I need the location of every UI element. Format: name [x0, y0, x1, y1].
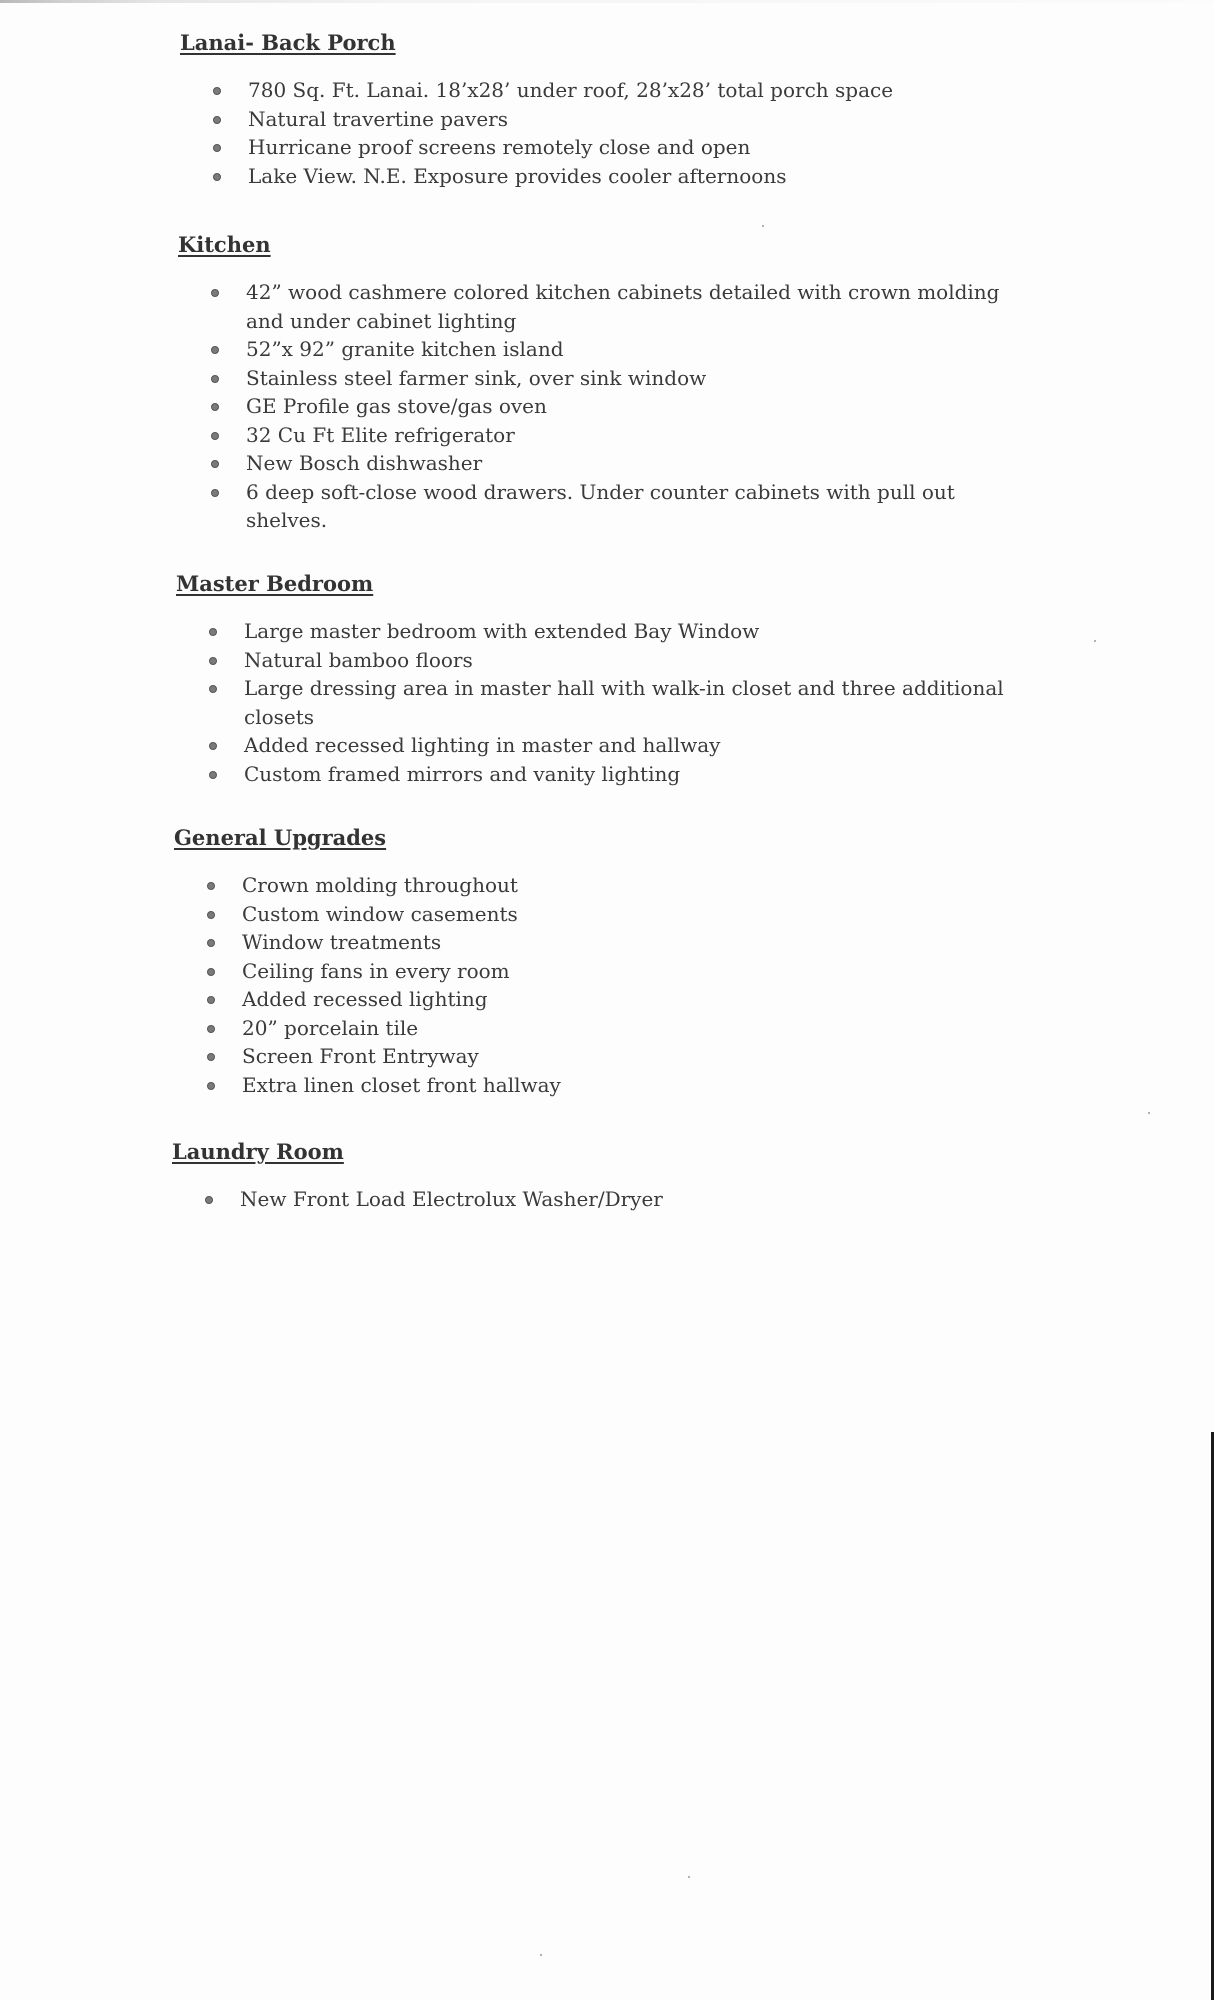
section-lanai-back-porch	[180, 30, 1080, 190]
bullet-icon	[213, 116, 221, 124]
list-item	[176, 760, 1076, 789]
bullet-icon	[209, 628, 217, 636]
bullet-list	[180, 76, 1080, 190]
list-item-text: Large master bedroom with extended Bay Window	[244, 619, 760, 643]
list-item	[174, 985, 1074, 1014]
list-item-text: Window treatments	[242, 930, 442, 954]
list-item	[174, 1042, 1074, 1071]
bullet-icon	[207, 996, 215, 1004]
bullet-icon	[211, 432, 219, 440]
bullet-icon	[209, 657, 217, 665]
list-item-text: Hurricane proof screens remotely close and open	[248, 135, 751, 159]
list-item	[174, 1071, 1074, 1100]
bullet-icon	[209, 771, 217, 779]
scan-speck	[1148, 1112, 1150, 1114]
bullet-icon	[211, 375, 219, 383]
bullet-icon	[209, 742, 217, 750]
list-item	[176, 646, 1076, 675]
list-item-text: Crown molding throughout	[242, 873, 518, 897]
section-heading: General Upgrades	[174, 825, 387, 850]
list-item	[180, 105, 1080, 134]
list-item	[180, 162, 1080, 191]
bullet-icon	[209, 685, 217, 693]
section-master-bedroom	[176, 571, 1076, 788]
list-item-text: Extra linen closet front hallway	[242, 1072, 561, 1097]
bullet-list	[174, 871, 1074, 1099]
list-item-text: Natural travertine pavers	[248, 106, 508, 131]
section-laundry-room	[172, 1139, 1072, 1214]
bullet-list	[178, 278, 1078, 535]
scan-speck	[540, 1954, 542, 1956]
list-item	[178, 335, 1078, 364]
scan-speck	[762, 225, 764, 227]
list-item-text: 20” porcelain tile	[242, 1015, 419, 1040]
list-item	[178, 278, 1078, 335]
list-item	[178, 449, 1078, 478]
bullet-icon	[205, 1196, 213, 1204]
bullet-icon	[211, 489, 219, 497]
list-item-text: Screen Front Entryway	[242, 1044, 479, 1068]
section-heading: Lanai- Back Porch	[180, 30, 396, 55]
list-item-text: 6 deep soft-close wood drawers. Under counter cabinets with pull out shelves.	[246, 479, 955, 532]
bullet-list	[176, 617, 1076, 788]
bullet-icon	[213, 173, 221, 181]
bullet-icon	[213, 87, 221, 95]
list-item-text: New Front Load Electrolux Washer/Dryer	[240, 1187, 663, 1211]
bullet-icon	[207, 968, 215, 976]
list-item-text: 32 Cu Ft Elite refrigerator	[246, 422, 515, 447]
bullet-list	[172, 1185, 1072, 1214]
list-item-text: Natural bamboo floors	[244, 647, 473, 672]
list-item-text: Ceiling fans in every room	[242, 958, 510, 983]
bullet-icon	[207, 1053, 215, 1061]
bullet-icon	[207, 1025, 215, 1033]
bullet-icon	[211, 403, 219, 411]
list-item-text: New Bosch dishwasher	[246, 451, 483, 475]
list-item	[174, 871, 1074, 900]
list-item	[180, 76, 1080, 105]
list-item	[178, 364, 1078, 393]
scan-speck	[1094, 640, 1096, 642]
list-item-text: Custom framed mirrors and vanity lighting	[244, 761, 681, 786]
list-item	[178, 478, 1078, 535]
scan-speck	[688, 1876, 690, 1878]
list-item	[180, 133, 1080, 162]
list-item	[176, 674, 1076, 731]
list-item-text: 52”x 92” granite kitchen island	[246, 337, 564, 361]
bullet-icon	[207, 882, 215, 890]
section-heading: Kitchen	[178, 232, 271, 257]
list-item-text: Added recessed lighting in master and hallway	[244, 733, 721, 757]
list-item	[174, 928, 1074, 957]
bullet-icon	[207, 1082, 215, 1090]
list-item-text: Lake View. N.E. Exposure provides cooler afternoons	[248, 163, 787, 188]
list-item-text: Added recessed lighting	[242, 987, 488, 1011]
list-item	[176, 731, 1076, 760]
list-item	[178, 421, 1078, 450]
list-item	[174, 957, 1074, 986]
list-item	[178, 392, 1078, 421]
list-item-text: 42” wood cashmere colored kitchen cabinets detailed with crown molding and under cabinet lighting	[246, 280, 1000, 333]
list-item	[174, 900, 1074, 929]
list-item	[172, 1185, 1072, 1214]
section-general-upgrades	[174, 825, 1074, 1099]
list-item-text: Custom window casements	[242, 901, 518, 926]
bullet-icon	[207, 911, 215, 919]
list-item-text: Stainless steel farmer sink, over sink window	[246, 365, 707, 390]
bullet-icon	[211, 460, 219, 468]
bullet-icon	[213, 144, 221, 152]
list-item	[174, 1014, 1074, 1043]
section-heading: Master Bedroom	[176, 571, 374, 596]
bullet-icon	[211, 346, 219, 354]
list-item	[176, 617, 1076, 646]
bullet-icon	[211, 289, 219, 297]
section-heading: Laundry Room	[172, 1139, 344, 1164]
list-item-text: GE Profile gas stove/gas oven	[246, 394, 547, 418]
bullet-icon	[207, 939, 215, 947]
scan-edge-top	[0, 0, 1214, 3]
list-item-text: 780 Sq. Ft. Lanai. 18’x28’ under roof, 28’x28’ total porch space	[248, 78, 894, 102]
section-kitchen	[178, 232, 1078, 535]
list-item-text: Large dressing area in master hall with walk-in closet and three additional closets	[244, 676, 1004, 729]
